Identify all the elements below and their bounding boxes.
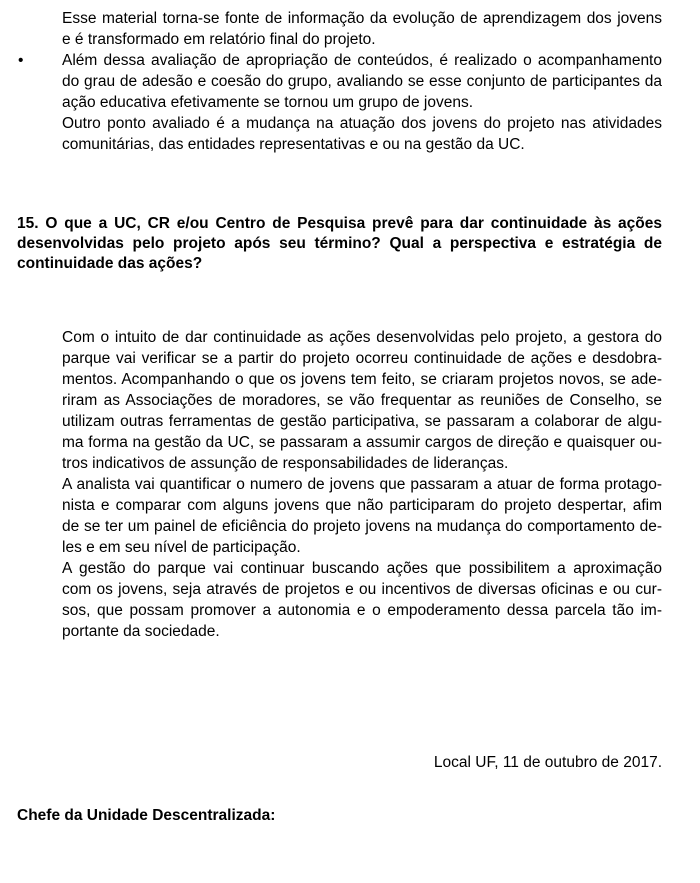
answer-line: com os jovens, seja através de projetos e ou incentivos de diversas oficinas e ou cur-	[62, 581, 662, 598]
question-heading-line: 15. O que a UC, CR e/ou Centro de Pesquisa prevê para dar continuidade às ações	[17, 215, 662, 232]
answer-line: les e em seu nível de participação.	[62, 539, 301, 556]
bullet-icon: •	[18, 52, 24, 69]
question-heading-line: continuidade das ações?	[17, 255, 203, 272]
chief-signature-label: Chefe da Unidade Descentralizada:	[17, 807, 276, 824]
paragraph-line: Outro ponto avaliado é a mudança na atuação dos jovens do projeto nas atividades	[62, 115, 662, 132]
paragraph-line: Esse material torna-se fonte de informação da evolução de aprendizagem dos jovens	[62, 10, 662, 27]
answer-line: riram as Associações de moradores, se vão frequentar as reuniões de Conselho, se	[62, 392, 662, 409]
answer-line: de se ter um painel de eficiência do projeto jovens na mudança do comportamento de-	[62, 518, 662, 535]
answer-line: parque vai verificar se a partir do projeto ocorreu continuidade de ações e desdobra-	[62, 350, 662, 367]
paragraph-line: comunitárias, das entidades representativas e ou na gestão da UC.	[62, 136, 525, 153]
bullet-line: do grau de adesão e coesão do grupo, avaliando se esse conjunto de participantes da	[62, 73, 662, 90]
answer-line: nista e comparar com alguns jovens que não participaram do projeto despertar, afim	[62, 497, 662, 514]
answer-line: Com o intuito de dar continuidade as ações desenvolvidas pelo projeto, a gestora do	[62, 329, 662, 346]
question-heading-line: desenvolvidas pelo projeto após seu término? Qual a perspectiva e estratégia de	[17, 235, 662, 252]
answer-line: ma forma na gestão da UC, se passaram a assumir cargos de direção e quaisquer ou-	[62, 434, 662, 451]
paragraph-line: e é transformado em relatório final do projeto.	[62, 31, 376, 48]
bullet-line: Além dessa avaliação de apropriação de conteúdos, é realizado o acompanhamento	[62, 52, 662, 69]
answer-line: portante da sociedade.	[62, 623, 220, 640]
bullet-line: ação educativa efetivamente se tornou um grupo de jovens.	[62, 94, 474, 111]
answer-line: A gestão do parque vai continuar buscando ações que possibilitem a aproximação	[62, 560, 662, 577]
answer-line: tros indicativos de assunção de responsabilidades de lideranças.	[62, 455, 509, 472]
answer-line: mentos. Acompanhando o que os jovens tem feito, se criaram projetos novos, se ade-	[62, 371, 662, 388]
answer-line: sos, que possam promover a autonomia e o empoderamento dessa parcela tão im-	[62, 602, 662, 619]
answer-line: A analista vai quantificar o numero de jovens que passaram a atuar de forma protago-	[62, 476, 662, 493]
place-date: Local UF, 11 de outubro de 2017.	[433, 754, 662, 771]
answer-line: utilizam outras ferramentas de gestão participativa, se passaram a colaborar de algu-	[62, 413, 662, 430]
